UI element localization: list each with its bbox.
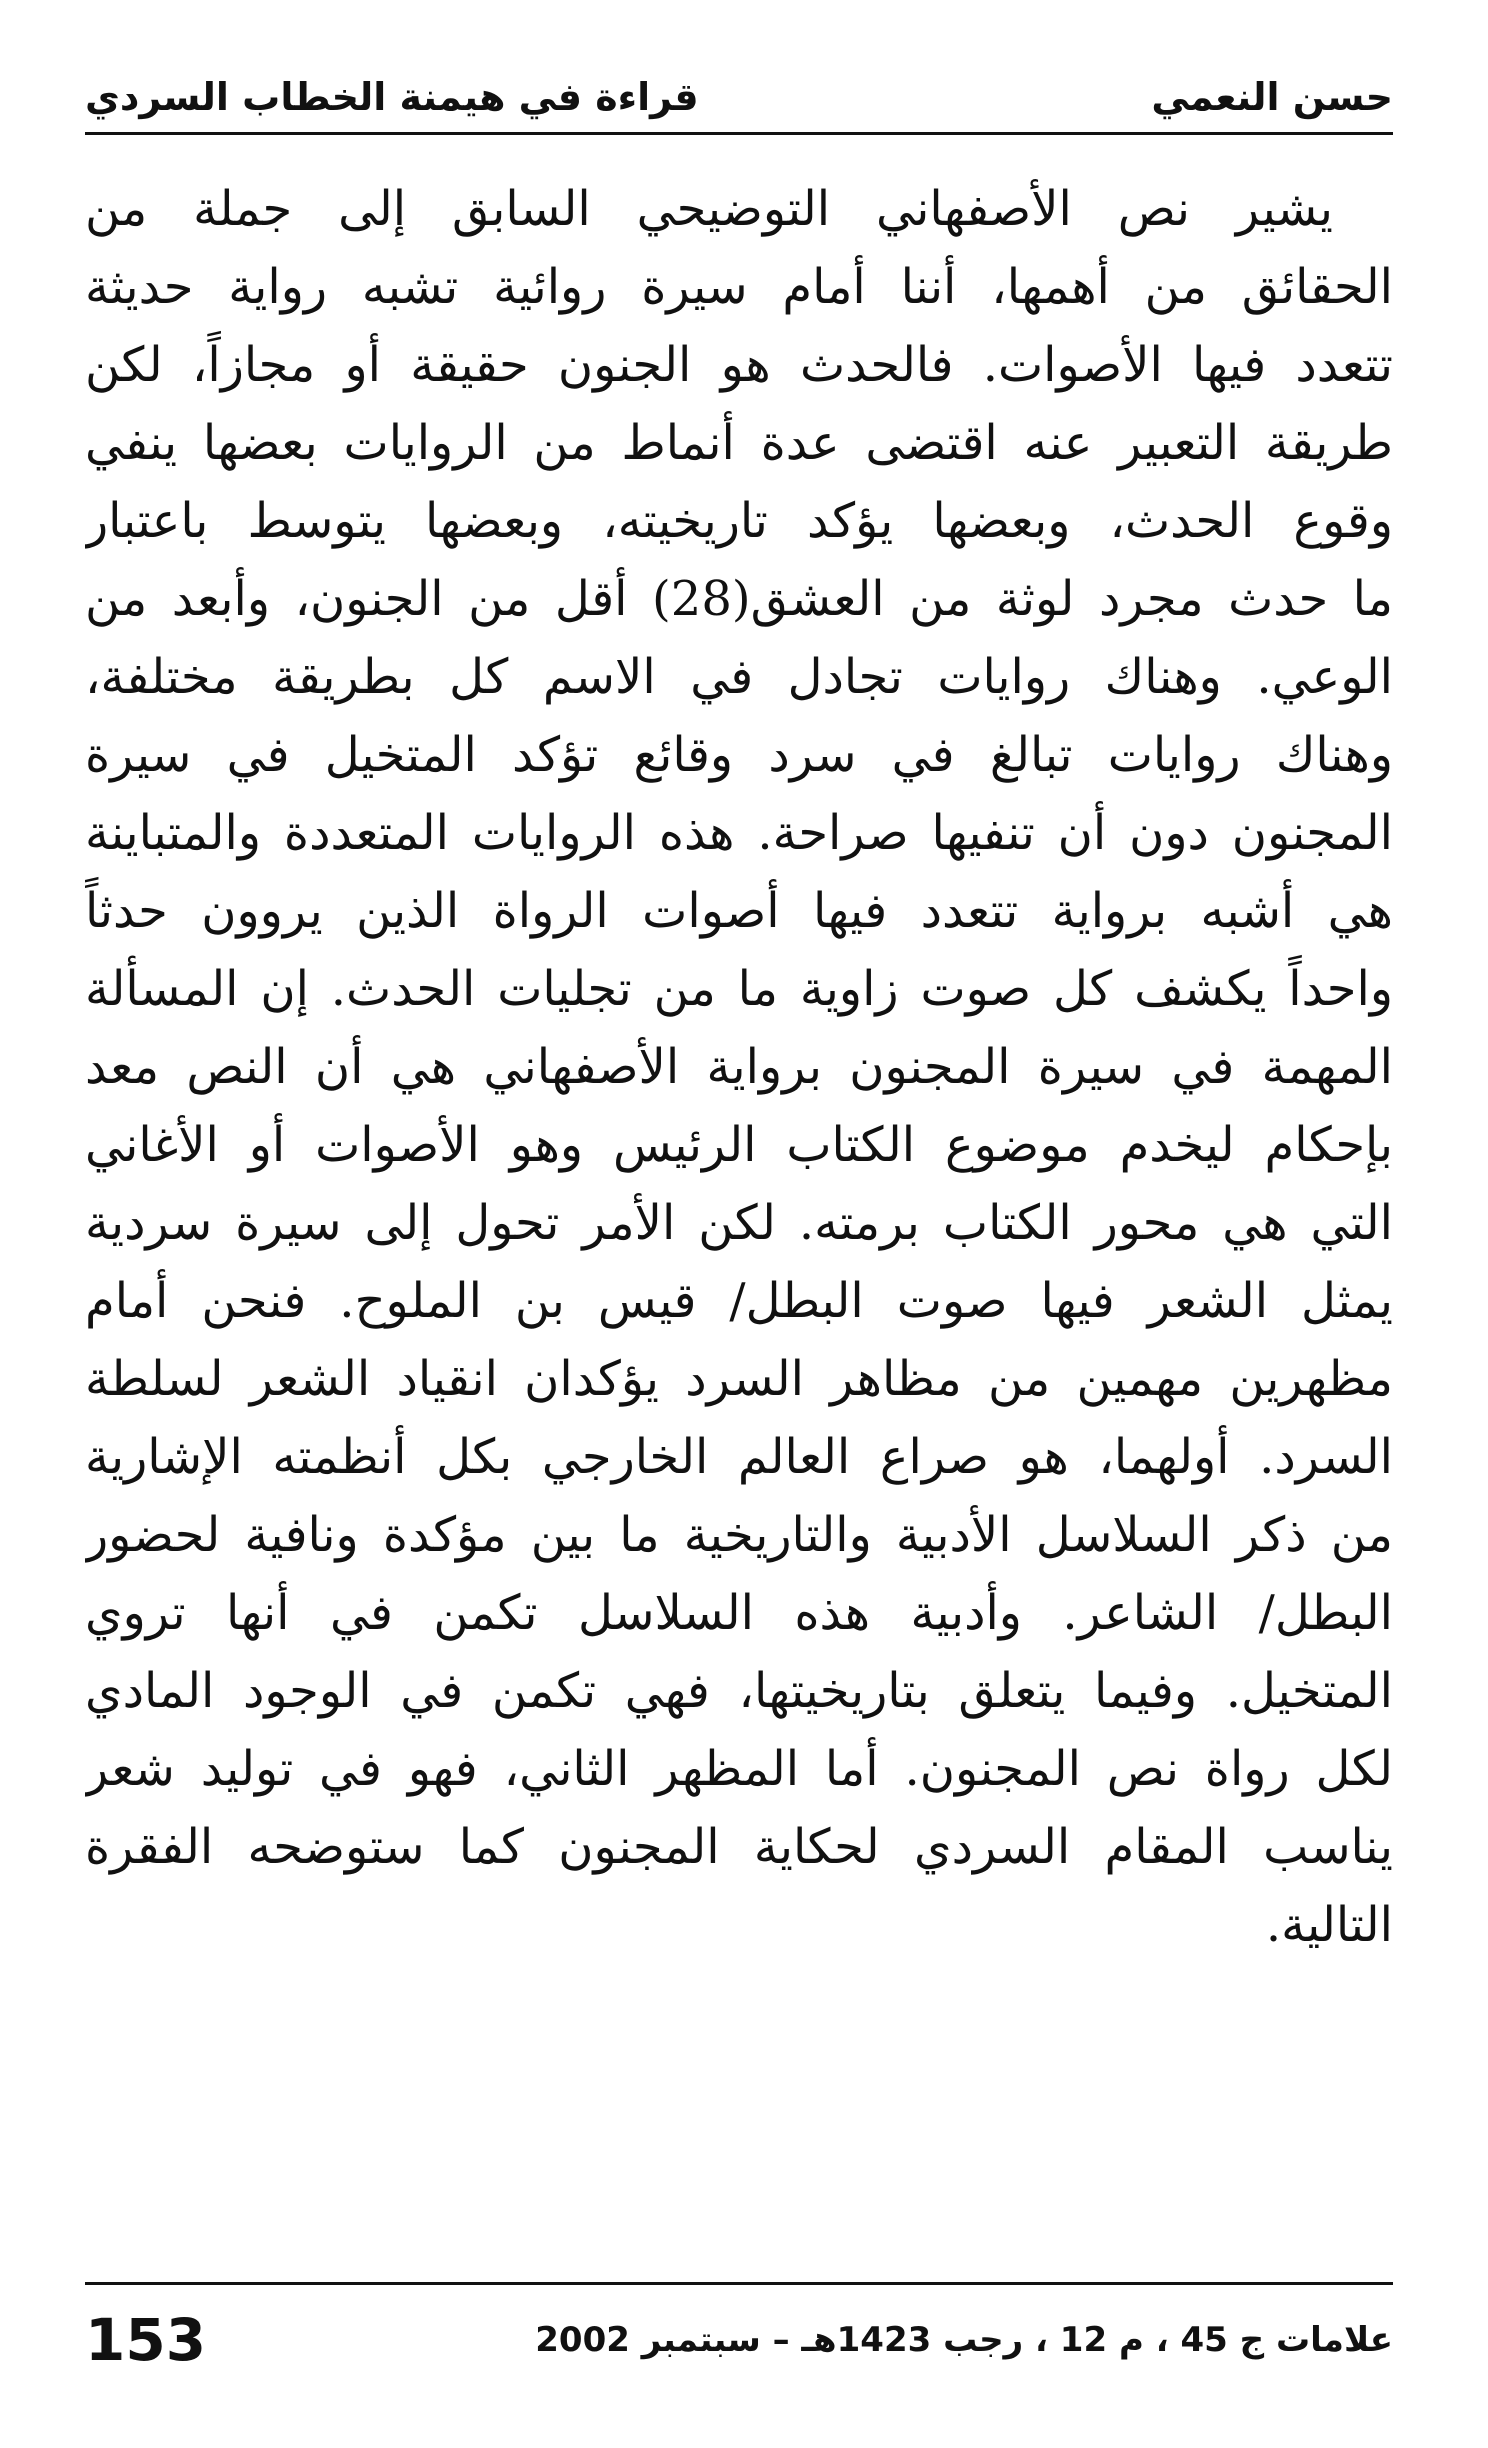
text-line: مظهرين مهمين من مظاهر السرد يؤكدان انقياد الشعر لسلطة <box>85 1351 1393 1407</box>
page-footer <box>85 2300 1393 2380</box>
text-line: يشير نص الأصفهاني التوضيحي السابق إلى جملة من <box>85 181 1333 237</box>
text-line: يناسب المقام السردي لحكاية المجنون كما ستوضحه الفقرة <box>85 1819 1393 1875</box>
text-line: وهناك روايات تبالغ في سرد وقائع تؤكد المتخيل في سيرة <box>85 727 1393 783</box>
text-line: المهمة في سيرة المجنون برواية الأصفهاني هي أن النص معد <box>85 1039 1393 1095</box>
running-head-author: حسن النعمي <box>1151 75 1393 119</box>
text-line: المتخيل. وفيما يتعلق بتاريخيتها، فهي تكمن في الوجود المادي <box>85 1663 1393 1719</box>
text-line: التي هي محور الكتاب برمته. لكن الأمر تحول إلى سيرة سردية <box>85 1195 1393 1251</box>
text-line: التالية. <box>1265 1897 1393 1953</box>
body-paragraph <box>85 170 1393 1964</box>
footer-rule <box>85 2282 1393 2285</box>
text-line: السرد. أولهما، هو صراع العالم الخارجي بكل أنظمته الإشارية <box>85 1429 1393 1485</box>
text-line: المجنون دون أن تنفيها صراحة. هذه الروايات المتعددة والمتباينة <box>85 805 1393 861</box>
text-line: ما حدث مجرد لوثة من العشق(28) أقل من الجنون، وأبعد من <box>85 571 1393 627</box>
text-line: يمثل الشعر فيها صوت البطل/ قيس بن الملوح. فنحن أمام <box>85 1273 1393 1329</box>
text-line: طريقة التعبير عنه اقتضى عدة أنماط من الروايات بعضها ينفي <box>85 415 1393 471</box>
text-line: لكل رواة نص المجنون. أما المظهر الثاني، فهو في توليد شعر <box>85 1741 1393 1797</box>
journal-info: علامات ج 45 ، م 12 ، رجب 1423هـ – سبتمبر 2002 <box>535 2320 1393 2360</box>
running-head <box>85 62 1393 132</box>
running-head-title: قراءة في هيمنة الخطاب السردي <box>85 75 699 119</box>
text-line: تتعدد فيها الأصوات. فالحدث هو الجنون حقيقة أو مجازاً، لكن <box>85 337 1393 393</box>
page-number: 153 <box>85 2306 207 2374</box>
text-line: وقوع الحدث، وبعضها يؤكد تاريخيته، وبعضها يتوسط باعتبار <box>85 493 1393 549</box>
header-rule <box>85 132 1393 135</box>
text-line: واحداً يكشف كل صوت زاوية ما من تجليات الحدث. إن المسألة <box>85 961 1393 1017</box>
text-line: البطل/ الشاعر. وأدبية هذه السلاسل تكمن في أنها تروي <box>85 1585 1393 1641</box>
text-line: الوعي. وهناك روايات تجادل في الاسم كل بطريقة مختلفة، <box>85 649 1393 705</box>
text-line: بإحكام ليخدم موضوع الكتاب الرئيس وهو الأصوات أو الأغاني <box>85 1117 1393 1173</box>
text-line: من ذكر السلاسل الأدبية والتاريخية ما بين مؤكدة ونافية لحضور <box>85 1507 1393 1563</box>
text-line: الحقائق من أهمها، أننا أمام سيرة روائية تشبه رواية حديثة <box>85 259 1393 315</box>
text-line: هي أشبه برواية تتعدد فيها أصوات الرواة الذين يروون حدثاً <box>85 883 1393 939</box>
